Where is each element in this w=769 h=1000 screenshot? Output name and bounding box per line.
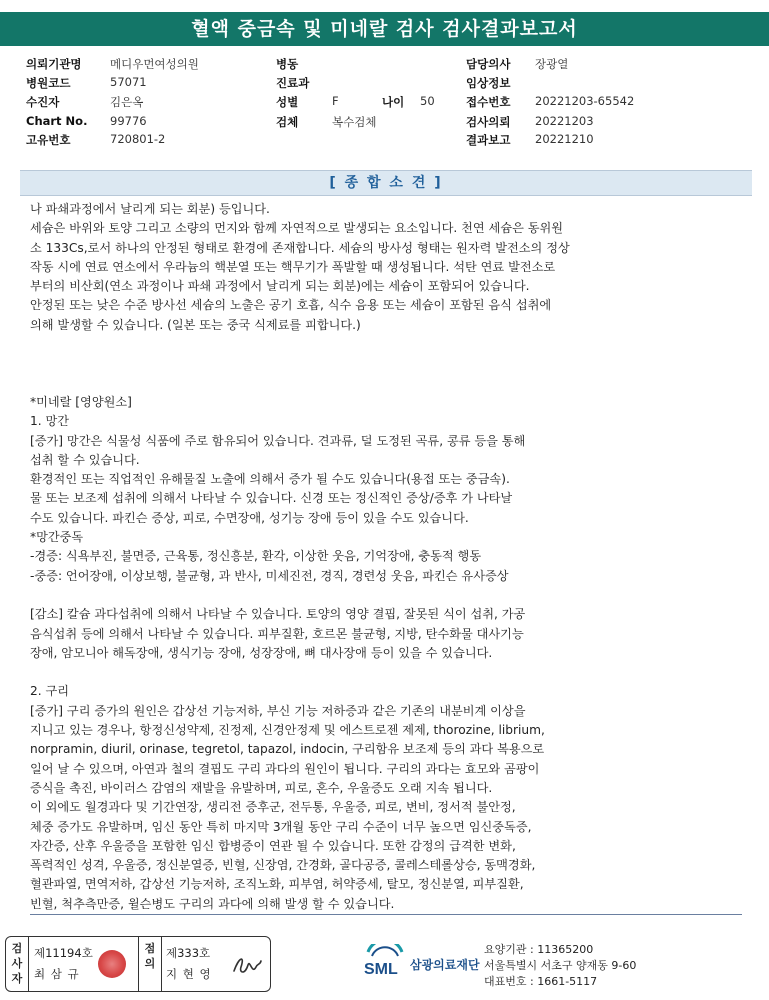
text-line: 안정된 또는 낮은 수준 방사선 세슘의 노출은 공기 호흡, 식수 음용 또는 세슘이 포함된 음식 섭취에: [30, 298, 552, 313]
info-label-clinic: 의뢰기관명: [26, 57, 82, 71]
info-label-receipt-no: 접수번호: [466, 95, 511, 109]
text-line: *망간중독: [30, 530, 84, 545]
info-value-receipt-no: 20221203-65542: [535, 94, 635, 108]
text-line: 부터의 비산회(연소 과정이나 파쇄 과정에서 날리게 되는 회분)에는 세슘이 포함되어 있습니다.: [30, 279, 530, 294]
info-label-sex: 성별: [276, 95, 299, 109]
text-line: [30, 374, 750, 393]
info-value-specimen: 복수검체: [332, 115, 377, 129]
examiner-vertical-label: 검사자: [11, 942, 23, 985]
text-line: 혈관파열, 면역저하, 갑상선 기능저하, 조직노화, 피부염, 허약증세, 탈모, 정신분열, 피부질환,: [30, 877, 524, 892]
examiner-license-no: 제11194호: [34, 946, 93, 960]
info-value-hospital-code: 57071: [110, 75, 147, 89]
info-label-doctor: 담당의사: [466, 57, 511, 71]
text-line: 의해 발생할 수 있습니다. (일본 또는 중국 식제료를 피합니다.): [30, 317, 361, 332]
text-line: [30, 354, 750, 373]
text-line: norpramin, diuril, orinase, tegretol, tapazol, indocin, 구리함유 보조제 등의 과다 복용으로: [30, 742, 545, 757]
seal-stamp-icon: [98, 950, 126, 978]
text-line: 체중 증가도 유발하며, 임신 동안 특히 마지막 3개월 동안 구리 수준이 너무 높으면 임신중독증,: [30, 819, 532, 834]
org-phone: 대표번호 : 1661-5117: [484, 975, 598, 988]
info-value-age: 50: [420, 94, 435, 108]
text-line: 장애, 암모니아 해독장애, 생식기능 장애, 성장장애, 뼈 대사장애 등이 있을 수 있습니다.: [30, 645, 493, 660]
info-label-unique-id: 고유번호: [26, 133, 71, 147]
info-value-request-date: 20221203: [535, 114, 594, 128]
text-line: 폭력적인 성격, 우울증, 정신분열증, 빈혈, 신장염, 간경화, 골다공증, 콜레스테롤상승, 동맥경화,: [30, 858, 536, 873]
info-label-department: 진료과: [276, 76, 310, 90]
info-value-report-date: 20221210: [535, 132, 594, 146]
org-institution-code: 요양기관 : 11365200: [484, 943, 594, 956]
info-value-unique-id: 720801-2: [110, 132, 166, 146]
text-line: [증가] 망간은 식물성 식품에 주로 함유되어 있습니다. 견과류, 덜 도정된 곡류, 콩류 등을 통해: [30, 433, 526, 448]
text-line: 소 133Cs,로서 하나의 안정된 형태로 환경에 존재합니다. 세슘의 방사성 형태는 원자력 발전소의 정상: [30, 240, 570, 255]
info-value-clinic: 메디우먼여성의원: [110, 57, 199, 71]
logo-word: SML: [364, 961, 398, 978]
divider: [28, 937, 29, 991]
text-line: -경증: 식욕부진, 불면증, 근육통, 정신흥분, 환각, 이상한 웃음, 기억장애, 충동적 행동: [30, 549, 482, 564]
text-line: 지니고 있는 경우나, 항정신성약제, 진정제, 신경안정제 및 에스트로젠 제제, thorozine, librium,: [30, 723, 545, 738]
text-line: [증가] 구리 증가의 원인은 갑상선 기능저하, 부신 기능 저하증과 같은 기존의 내분비계 이상을: [30, 703, 526, 718]
summary-text: [30, 200, 750, 914]
text-line: 나 파쇄과정에서 날리게 되는 회분) 등입니다.: [30, 202, 270, 216]
text-line: 자간증, 산후 우울증을 포함한 임신 합병증이 연관 될 수 있습니다. 또한 감정의 급격한 변화,: [30, 838, 516, 853]
inspector-vertical-label: 점의: [144, 942, 156, 970]
patient-info: [26, 52, 756, 152]
text-line: 이 외에도 월경과다 및 기간연장, 생리전 증후군, 전두통, 우울증, 피로, 변비, 정서적 불안정,: [30, 800, 516, 815]
text-line: 작동 시에 연료 연소에서 우라늄의 핵분열 또는 핵무기가 폭발할 때 생성됩니다. 석탄 연료 발전소로: [30, 259, 556, 274]
info-value-sex: F: [332, 94, 339, 108]
text-line: 물 또는 보조제 섭취에 의해서 나타날 수 있습니다. 신경 또는 정신적인 증상/증후 가 나타날: [30, 491, 513, 506]
inspector-license-no: 제333호: [166, 946, 211, 960]
text-line: [감소] 칼슘 과다섭취에 의해서 나타날 수 있습니다. 토양의 영양 결핍, 잘못된 식이 섭취, 가공: [30, 607, 526, 622]
divider: [138, 937, 139, 991]
info-value-chart-no: 99776: [110, 114, 147, 128]
text-line: 섭취 할 수 있습니다.: [30, 452, 140, 467]
info-label-ward: 병동: [276, 57, 299, 71]
text-line: -중증: 언어장애, 이상보행, 불균형, 과 반사, 미세진전, 경직, 경련성 웃음, 파킨슨 유사증상: [30, 568, 509, 583]
text-line: [30, 586, 750, 605]
info-label-clinical-info: 임상정보: [466, 76, 511, 90]
info-label-report-date: 결과보고: [466, 133, 511, 147]
info-label-age: 나이: [382, 95, 405, 109]
info-value-doctor: 장광열: [535, 57, 569, 71]
report-title: 혈액 중금속 및 미네랄 검사 검사결과보고서: [0, 12, 769, 46]
text-line: 빈혈, 척추측만증, 윌슨병도 구리의 과다에 의해 발생 할 수 있습니다.: [30, 896, 395, 911]
signature-box: [5, 936, 271, 992]
info-label-specimen: 검체: [276, 115, 299, 129]
text-line: *미네랄 [영양원소]: [30, 394, 132, 409]
text-line: 환경적인 또는 직업적인 유해물질 노출에 의해서 증가 될 수도 있습니다(용접 또는 중금속).: [30, 472, 510, 487]
examiner-name: 최 삼 규: [34, 967, 80, 981]
text-line: 세슘은 바위와 토양 그리고 소량의 먼지와 함께 자연적으로 발생되는 요소입니다. 천연 세슘은 동위원: [30, 221, 564, 236]
divider: [161, 937, 162, 991]
org-address: 서울특별시 서초구 양재동 9-60: [484, 959, 637, 972]
info-label-hospital-code: 병원코드: [26, 76, 71, 90]
text-line: 1. 망간: [30, 414, 70, 429]
foundation-name: 삼광의료재단: [410, 958, 480, 972]
handwritten-signature-icon: [231, 953, 263, 979]
text-line: 수도 있습니다. 파킨슨 증상, 피로, 수면장애, 성기능 장애 등이 있을 수도 있습니다.: [30, 510, 469, 525]
section-heading-summary: [ 종 합 소 견 ]: [20, 170, 752, 196]
text-line: [30, 335, 750, 354]
text-line: 증식을 촉진, 바이러스 감염의 재발을 유발하며, 피로, 혼수, 우울증도 오래 지속 됩니다.: [30, 780, 493, 795]
info-label-chart-no: Chart No.: [26, 114, 88, 128]
footer-divider: [30, 914, 742, 915]
inspector-name: 지 현 영: [166, 967, 212, 981]
text-line: 일어 날 수 있으며, 아연과 철의 결핍도 구리 과다의 원인이 됩니다. 구리의 과다는 효모와 곰팡이: [30, 761, 540, 776]
info-value-patient: 김은옥: [110, 95, 144, 109]
text-line: 2. 구리: [30, 684, 70, 699]
organization-info: [484, 942, 636, 990]
text-line: 음식섭취 등에 의해서 나타날 수 있습니다. 피부질환, 호르몬 불균형, 지방, 탄수화물 대사기능: [30, 626, 524, 641]
info-label-request-date: 검사의뢰: [466, 115, 511, 129]
info-label-patient: 수진자: [26, 95, 60, 109]
text-line: [30, 663, 750, 682]
